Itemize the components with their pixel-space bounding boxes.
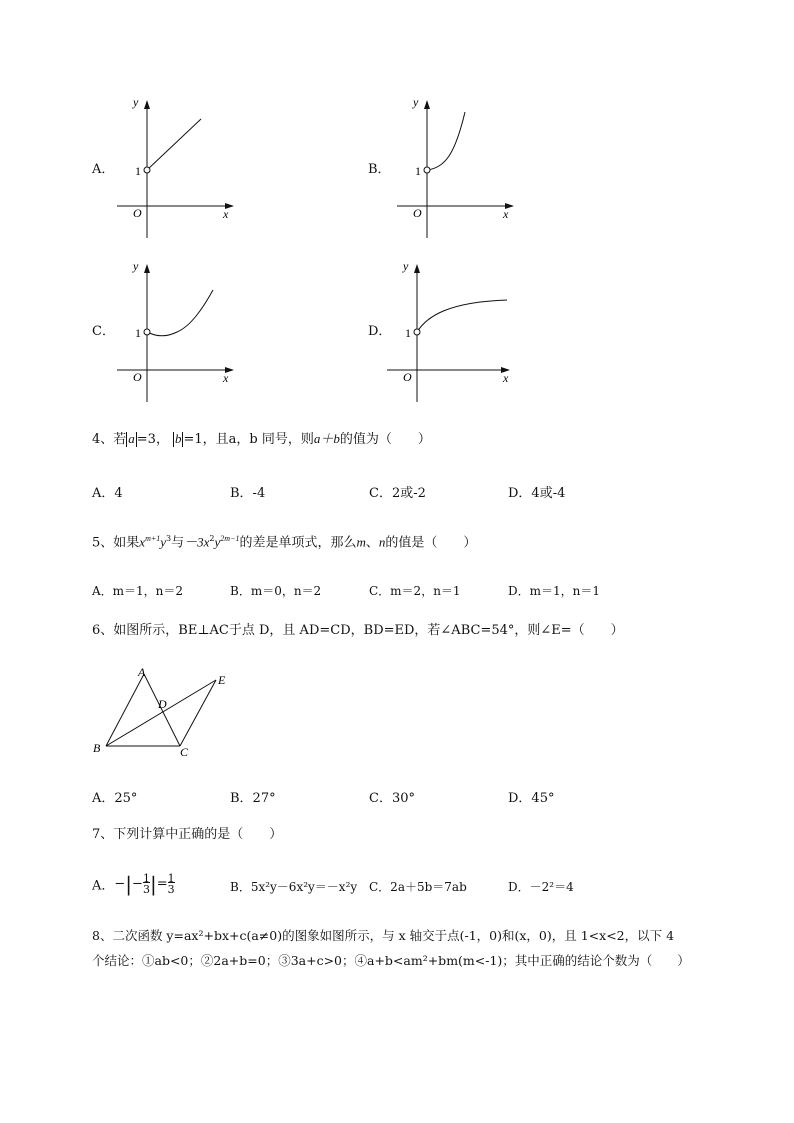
q6-options <box>92 787 692 805</box>
abs-a: a <box>128 431 135 446</box>
option-label: C． <box>92 324 115 339</box>
y-axis-label: y <box>133 95 139 109</box>
point-a: A <box>138 665 146 679</box>
point-c: C <box>180 745 189 759</box>
q4-option-c[interactable]: C．2或-2 <box>369 486 426 501</box>
question-8-line-2: 个结论：①ab<0；②2a+b=0；③3a+c>0；④a+b<am²+bm(m<-1)；其中正确的结论个数为（ ） <box>92 953 690 968</box>
q4-prefix: 4、若 <box>92 432 127 447</box>
graph-d-plot <box>383 256 523 406</box>
q6-option-a[interactable]: A．25° <box>92 791 138 806</box>
q5-option-c[interactable]: C．m＝2，n＝1 <box>369 584 461 598</box>
q4-options <box>92 482 692 500</box>
q7-option-b[interactable]: B．5x²y－6x²y＝－x²y <box>230 880 358 894</box>
question-5: 5、如果$x^{m+1}y^3$与$-3x^2y^{2m-1}$的差是单项式，那么m、n的值是（ ） <box>92 534 477 551</box>
q7-option-d[interactable]: D．－2²＝4 <box>508 880 574 894</box>
point-d: D <box>158 697 167 711</box>
q6-option-d[interactable]: D．45° <box>508 791 555 806</box>
q7-options <box>92 872 692 902</box>
q7-option-c[interactable]: C．2a＋5b＝7ab <box>369 880 467 894</box>
x-axis-label: x <box>503 371 509 385</box>
one-label: 1 <box>135 326 141 340</box>
one-label: 1 <box>135 164 141 178</box>
x-axis-label: x <box>503 207 509 221</box>
option-label: A． <box>92 162 115 177</box>
question-8-line-1: 8、二次函数 y=ax²+bx+c(a≠0)的图象如图所示，与 x 轴交于点(-1，0)和(x，0)，且 1<x<2，以下 4 <box>92 928 675 943</box>
q5-option-a[interactable]: A．m＝1，n＝2 <box>92 584 184 598</box>
q4-option-d[interactable]: D．4或-4 <box>508 486 566 501</box>
q5-options <box>92 582 692 600</box>
point-b: B <box>93 741 101 755</box>
q5-option-d[interactable]: D．m＝1，n＝1 <box>508 584 600 598</box>
q5-option-b[interactable]: B．m＝0，n＝2 <box>230 584 322 598</box>
origin-label: O <box>133 206 142 220</box>
option-label: D． <box>368 324 392 339</box>
one-label: 1 <box>405 326 411 340</box>
q4-option-b[interactable]: B．-4 <box>230 486 266 501</box>
origin-label: O <box>403 370 412 384</box>
graph-option-d <box>368 256 528 406</box>
question-7: 7、下列计算中正确的是（ ） <box>92 827 283 842</box>
q4-option-a[interactable]: A．4 <box>92 486 123 501</box>
question-6: 6、如图所示，BE⊥AC于点 D，且 AD=CD，BD=ED，若∠ABC=54°，则∠E=（ ） <box>92 623 624 638</box>
question-4: 4、若 a =3， b =1，且a，b 同号，则a＋b的值为（ ） <box>92 431 431 447</box>
x-axis-label: x <box>223 207 229 221</box>
graph-c-plot <box>113 256 243 406</box>
option-label: B． <box>368 162 391 177</box>
graph-b-plot <box>393 92 523 242</box>
q6-triangle-figure <box>88 664 238 760</box>
point-e: E <box>218 673 226 687</box>
abs-b: b <box>174 431 182 446</box>
one-label: 1 <box>415 164 421 178</box>
graph-option-a <box>88 92 238 242</box>
q6-option-c[interactable]: C．30° <box>369 791 415 806</box>
origin-label: O <box>133 370 142 384</box>
q6-option-b[interactable]: B．27° <box>230 791 276 806</box>
graph-option-c <box>88 256 238 406</box>
y-axis-label: y <box>403 259 409 273</box>
q7-option-a[interactable]: A．$-|-\frac{1}{3}|=\frac{1}{3}$ <box>92 872 175 896</box>
graph-a-plot <box>113 92 243 242</box>
y-axis-label: y <box>413 95 419 109</box>
graph-option-b <box>368 92 518 242</box>
x-axis-label: x <box>223 371 229 385</box>
y-axis-label: y <box>133 259 139 273</box>
origin-label: O <box>413 206 422 220</box>
